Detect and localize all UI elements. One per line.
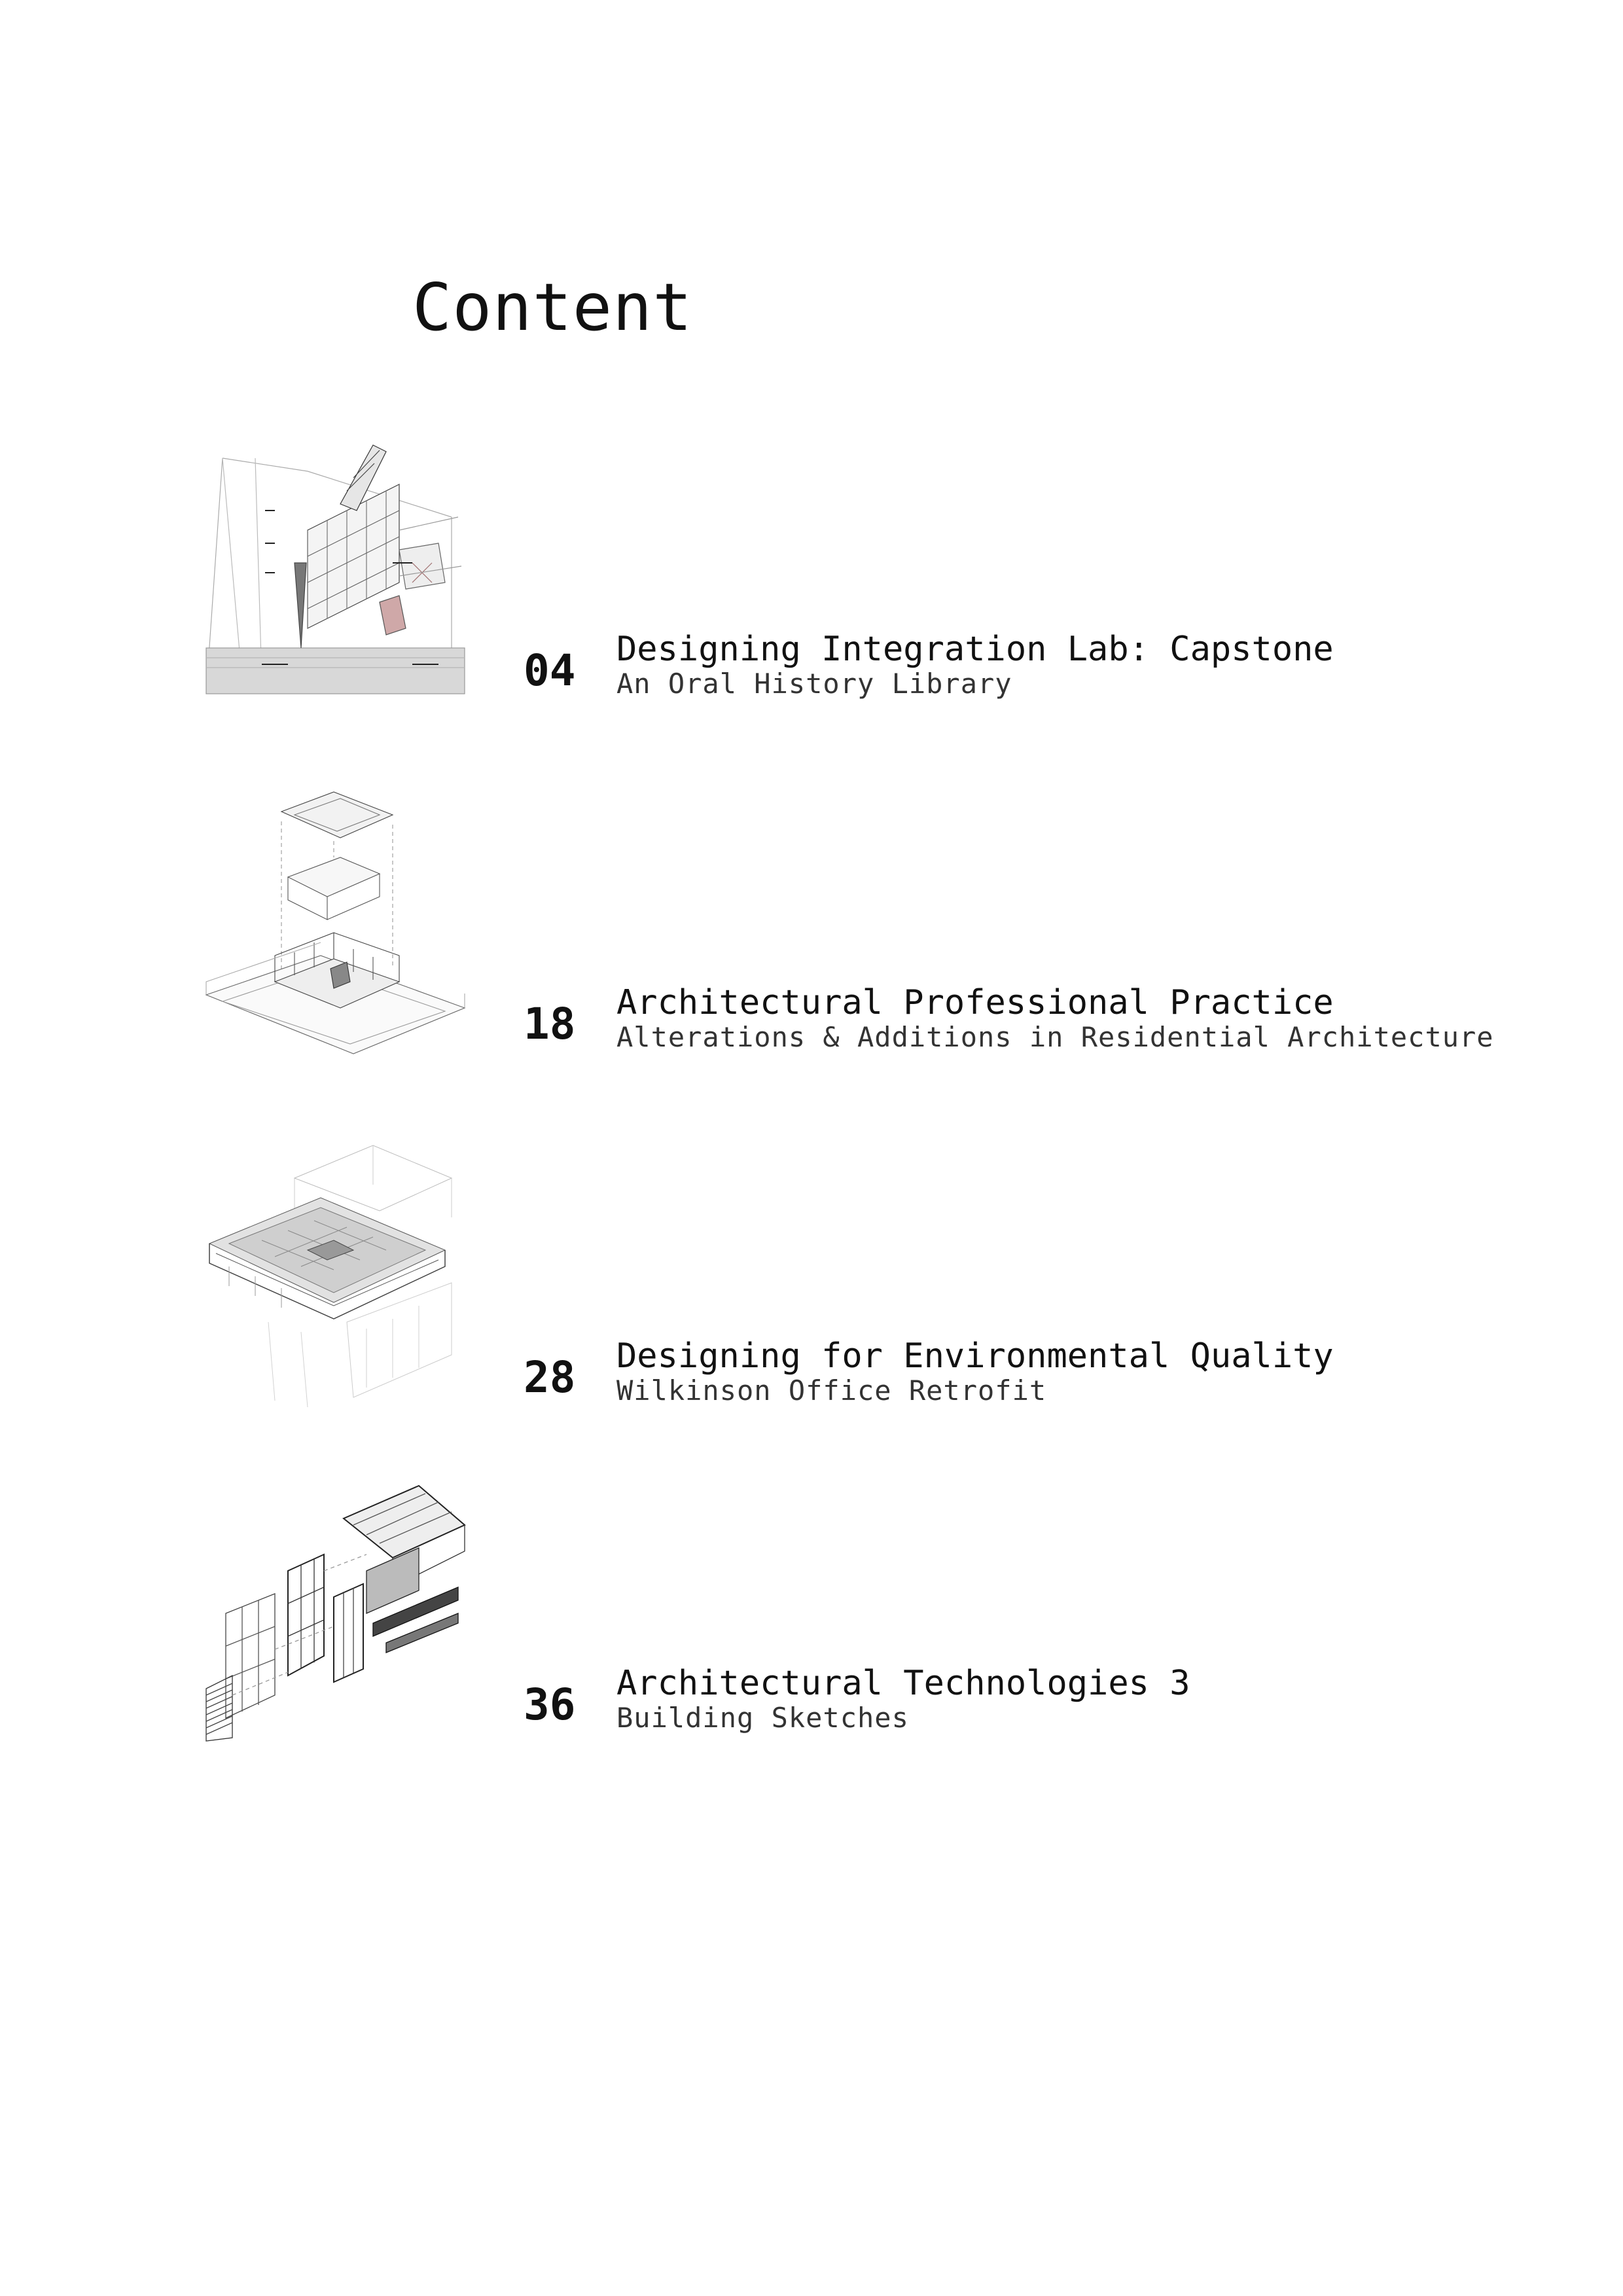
toc-subtitle: An Oral History Library: [616, 668, 1012, 700]
toc-page-number: 18: [524, 999, 576, 1049]
toc-subtitle: Alterations & Additions in Residential Architecture: [616, 1021, 1494, 1053]
toc-title: Designing for Environmental Quality: [616, 1336, 1334, 1376]
toc-title: Designing Integration Lab: Capstone: [616, 630, 1334, 669]
toc-subtitle: Wilkinson Office Retrofit: [616, 1374, 1047, 1407]
toc-subtitle: Building Sketches: [616, 1702, 909, 1734]
residential-exploded-axonometric: [203, 785, 465, 1054]
office-retrofit-axonometric: [203, 1139, 465, 1407]
toc-page-number: 28: [524, 1352, 576, 1403]
capstone-library-section-drawing: [203, 432, 465, 694]
toc-title: Architectural Technologies 3: [616, 1664, 1190, 1703]
facade-exploded-detail: [203, 1479, 465, 1741]
toc-title: Architectural Professional Practice: [616, 983, 1334, 1022]
page-title: Content: [412, 269, 693, 346]
toc-page-number: 36: [524, 1679, 576, 1730]
toc-page-number: 04: [524, 645, 576, 696]
